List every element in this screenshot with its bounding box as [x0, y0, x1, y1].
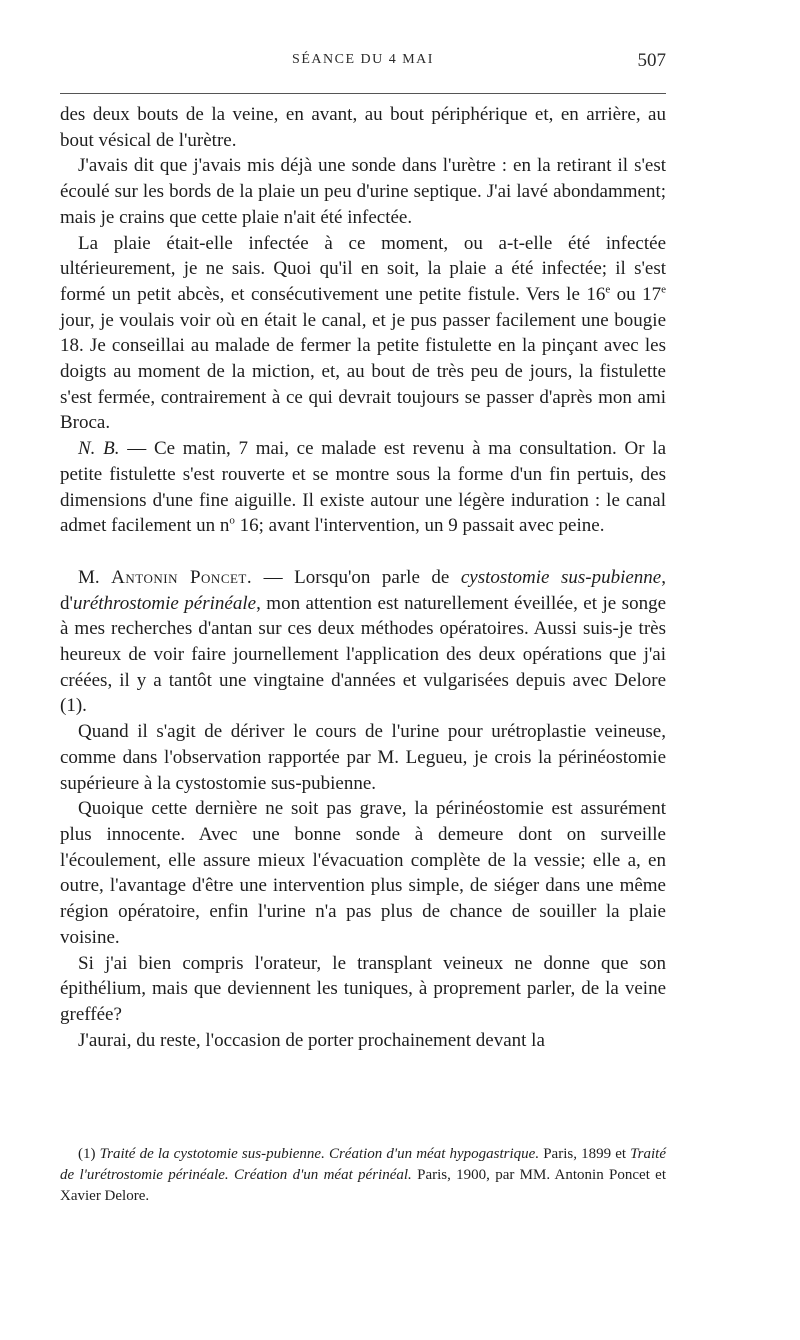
page-header	[60, 50, 666, 78]
italic-term: cystostomie sus-pubienne	[460, 566, 662, 588]
paragraph-4-nota-bene: N. B. — Ce matin, 7 mai, ce malade est revenu à ma consultation. Or la petite fistulette s'est rouverte et se montre sous la forme d'un fin pertuis, des dimensions d'une fine aiguille. Il existe autour une légère induration : le canal admet facilement un $n^o$ 16; avant l'intervention, un 9 passait avec peine.	[60, 438, 666, 537]
superscript: e	[661, 283, 667, 296]
superscript: o	[229, 514, 235, 527]
speaker-name: Antonin Poncet.	[111, 566, 253, 588]
footnote	[60, 1144, 666, 1207]
footnote-1: (1) Traité de la cystotomie sus-pubienne. Création d'un méat hypogastrique. Paris, 1899 et Traité de l'urétrostomie périnéale. Création d'un méat périnéal. Paris, 1900, par MM. Antonin Poncet et Xavier Delore.	[60, 1146, 667, 1204]
running-title: SÉANCE DU 4 MAI	[292, 52, 434, 67]
paragraph-6: Quand il s'agit de dériver le cours de l'urine pour urétroplastie veineuse, comme dans l'observation rapportée par M. Legueu, je crois la périnéostomie supérieure à la cystostomie sus-pubienne.	[60, 721, 666, 794]
main-text	[60, 102, 666, 1053]
paragraph-8: Si j'ai bien compris l'orateur, le transplant veineux ne donne que son épithélium, mais que deviennent les tuniques, à proprement parler, de la veine greffée?	[60, 952, 666, 1025]
paragraph-9: J'aurai, du reste, l'occasion de porter prochainement devant la	[78, 1029, 545, 1051]
paragraph-3: La plaie était-elle infectée à ce moment, ou a-t-elle été infectée ultérieurement, je ne sais. Quoi qu'il en soit, la plaie a été infectée; il s'est formé un petit abcès, et consécutivement une petite fistule. Vers le 16e ou 17e jour, je voulais voir où en était le canal, et je pus passer facilement une bougie 18. Je conseillai au malade de fermer la petite fistulette en la pinçant avec les doigts au moment de la miction, et, au bout de très peu de jours, la fistulette s'est fermée, contrairement à ce qui devrait toujours se passer d'après mon ami Broca.	[60, 232, 667, 434]
page-number: 507	[637, 50, 666, 71]
italic-term: uréthrostomie périnéale	[72, 592, 257, 614]
paragraph-7: Quoique cette dernière ne soit pas grave, la périnéostomie est assurément plus innocente. Avec une bonne sonde à demeure dont on surveille l'écoulement, elle assure mieux l'évacuation complète de la vessie; elle a, en outre, l'avantage d'être une intervention plus simple, de siéger dans une même région opératoire, enfin l'urine n'a pas plus de chance de souiller la plaie voisine.	[60, 798, 666, 948]
paragraph-2: J'avais dit que j'avais mis déjà une sonde dans l'urètre : en la retirant il s'est écoulé sur les bords de la plaie un peu d'urine septique. J'ai lavé abondamment; mais je crains que cette plaie n'ait été infectée.	[60, 155, 666, 228]
nota-bene-label: N. B.	[78, 438, 120, 460]
paragraph-5-poncet: M. Antonin Poncet. — Lorsqu'on parle de cystostomie sus-pubienne, d'uréthrostomie périnéale, mon attention est naturellement éveillée, et je songe à mes recherches d'antan sur ces deux méthodes opératoires. Aussi suis-je très heureux de voir faire journellement l'application des deux opérations que j'ai créées, il y a tantôt une vingtaine d'années et vulgarisées depuis avec Delore (1).	[60, 566, 667, 717]
superscript: e	[605, 283, 611, 296]
paragraph-1: des deux bouts de la veine, en avant, au bout périphérique et, en arrière, au bout vésical de l'urètre.	[60, 104, 666, 151]
header-rule	[60, 93, 666, 94]
